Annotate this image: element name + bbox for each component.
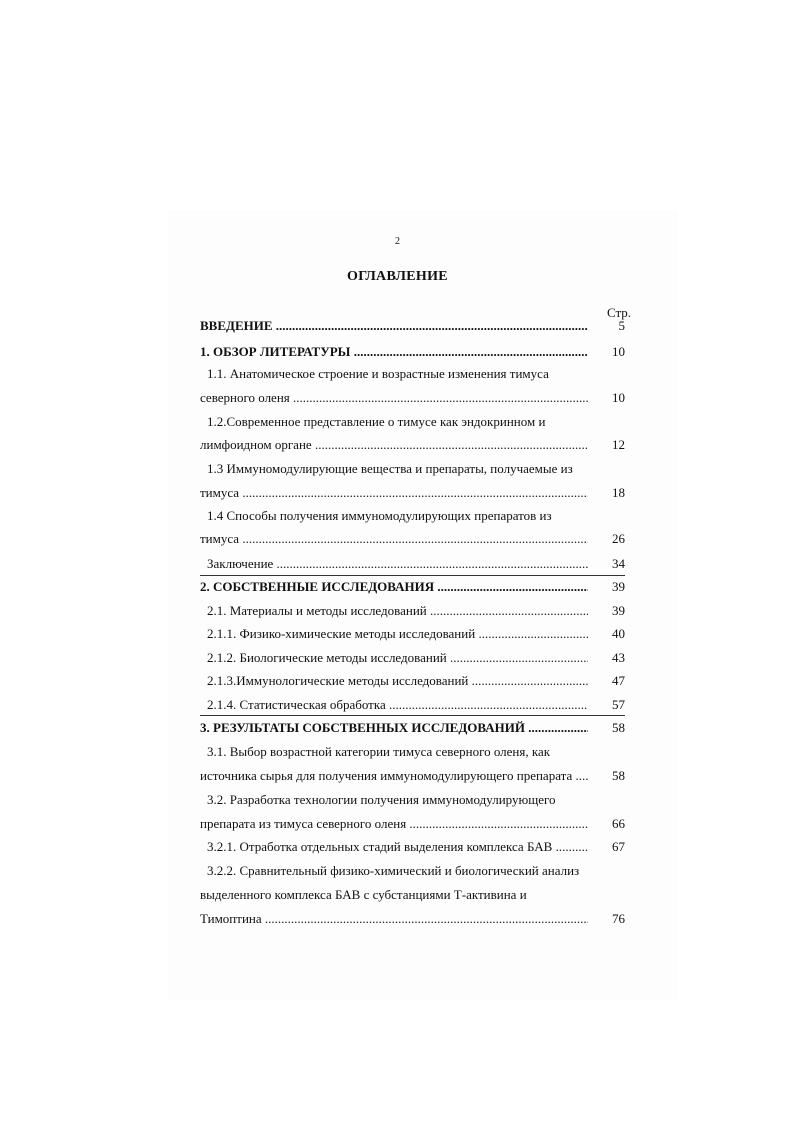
toc-entry-page: 26 — [612, 531, 625, 546]
toc-entry-title: 2.1.3.Иммунологические методы исследований ..... — [207, 672, 588, 689]
toc-entry-page: 34 — [612, 556, 625, 571]
toc-entry-page: 5 — [618, 318, 625, 333]
toc-entry-line: 1.4 Способы получения иммуномодулирующих препаратов из — [207, 508, 552, 523]
toc-entry-introduction[interactable] — [200, 317, 625, 334]
toc-entry-line: 1.3 Иммуномодулирующие вещества и препараты, получаемые из — [207, 461, 573, 476]
toc-entry-page: 47 — [612, 673, 625, 688]
toc-entry-title: 3.2.1. Отработка отдельных стадий выделения комплекса БАВ ..... — [207, 838, 588, 855]
toc-entry-2-1-3[interactable] — [207, 672, 625, 689]
toc-entry-page: 58 — [612, 768, 625, 783]
toc-entry-page: 57 — [612, 697, 625, 712]
toc-entry-page: 39 — [612, 579, 625, 594]
toc-entry-title: препарата из тимуса северного оленя ..... — [200, 815, 588, 832]
toc-entry-page: 66 — [612, 816, 625, 831]
toc-entry-page: 40 — [612, 626, 625, 641]
toc-entry-title: Заключение ..... — [207, 555, 588, 572]
toc-entry-line: 3.2. Разработка технологии получения иммуномодулирующего — [207, 792, 556, 807]
toc-entry-chapter-1[interactable] — [200, 343, 625, 360]
toc-entry-3-2-2[interactable] — [200, 910, 625, 927]
toc-entry-title: источника сырья для получения иммуномодулирующего препарата ..... — [200, 767, 588, 784]
toc-entry-title: 2. СОБСТВЕННЫЕ ИССЛЕДОВАНИЯ ..... — [200, 578, 588, 595]
toc-entry-title: 2.1.4. Статистическая обработка ..... — [207, 696, 588, 713]
toc-entry-page: 12 — [612, 437, 625, 452]
toc-entry-title: лимфоидном органе ..... — [200, 436, 588, 453]
toc-entry-line: 3.2.2. Сравнительный физико-химический и биологический анализ — [207, 863, 580, 878]
divider — [200, 715, 625, 716]
toc-entry-page: 76 — [612, 911, 625, 926]
page-title: ОГЛАВЛЕНИЕ — [347, 269, 448, 284]
toc-entry-page: 67 — [612, 839, 625, 854]
toc-entry-conclusion[interactable] — [207, 555, 625, 572]
toc-entry-title: северного оленя ..... — [200, 389, 588, 406]
toc-entry-line: выделенного комплекса БАВ с субстанциями Т-активина и — [200, 887, 527, 902]
toc-entry-title: ВВЕДЕНИЕ ..... — [200, 317, 588, 334]
toc-entry-2-1[interactable] — [207, 602, 625, 619]
toc-entry-title: 2.1.1. Физико-химические методы исследований ..... — [207, 625, 588, 642]
toc-entry-page: 10 — [612, 344, 625, 359]
toc-entry-2-1-2[interactable] — [207, 649, 625, 666]
toc-entry-page: 39 — [612, 603, 625, 618]
toc-entry-chapter-2[interactable] — [200, 578, 625, 595]
toc-entry-3-2-1[interactable] — [207, 838, 625, 855]
toc-entry-2-1-4[interactable] — [207, 696, 625, 713]
toc-entry-3-2[interactable] — [200, 815, 625, 832]
toc-entry-page: 43 — [612, 650, 625, 665]
toc-entry-title: тимуса ..... — [200, 530, 588, 547]
toc-entry-title: 1. ОБЗОР ЛИТЕРАТУРЫ ..... — [200, 343, 588, 360]
toc-entry-title: 2.1.2. Биологические методы исследований ..... — [207, 649, 588, 666]
divider — [200, 575, 625, 576]
toc-entry-page: 10 — [612, 390, 625, 405]
toc-entry-line: 3.1. Выбор возрастной категории тимуса северного оленя, как — [207, 744, 551, 759]
toc-entry-1-4[interactable] — [200, 530, 625, 547]
page-column-label: Стр. — [606, 305, 632, 320]
toc-entry-chapter-3[interactable] — [200, 719, 625, 736]
toc-entry-line: 1.2.Современное представление о тимусе как эндокринном и — [207, 414, 546, 429]
toc-entry-title: 3. РЕЗУЛЬТАТЫ СОБСТВЕННЫХ ИССЛЕДОВАНИЙ ..... — [200, 719, 588, 736]
toc-entry-page: 18 — [612, 485, 625, 500]
toc-entry-1-3[interactable] — [200, 484, 625, 501]
toc-entry-title: Тимоптина ..... — [200, 910, 588, 927]
toc-entry-title: 2.1. Материалы и методы исследований ..... — [207, 602, 588, 619]
toc-entry-1-2[interactable] — [200, 436, 625, 453]
page-number: 2 — [395, 236, 400, 247]
toc-entry-page: 58 — [612, 720, 625, 735]
toc-entry-title: тимуса ..... — [200, 484, 588, 501]
toc-entry-2-1-1[interactable] — [207, 625, 625, 642]
toc-entry-1-1[interactable] — [200, 389, 625, 406]
toc-entry-3-1[interactable] — [200, 767, 625, 784]
toc-entry-line: 1.1. Анатомическое строение и возрастные изменения тимуса — [207, 366, 549, 381]
